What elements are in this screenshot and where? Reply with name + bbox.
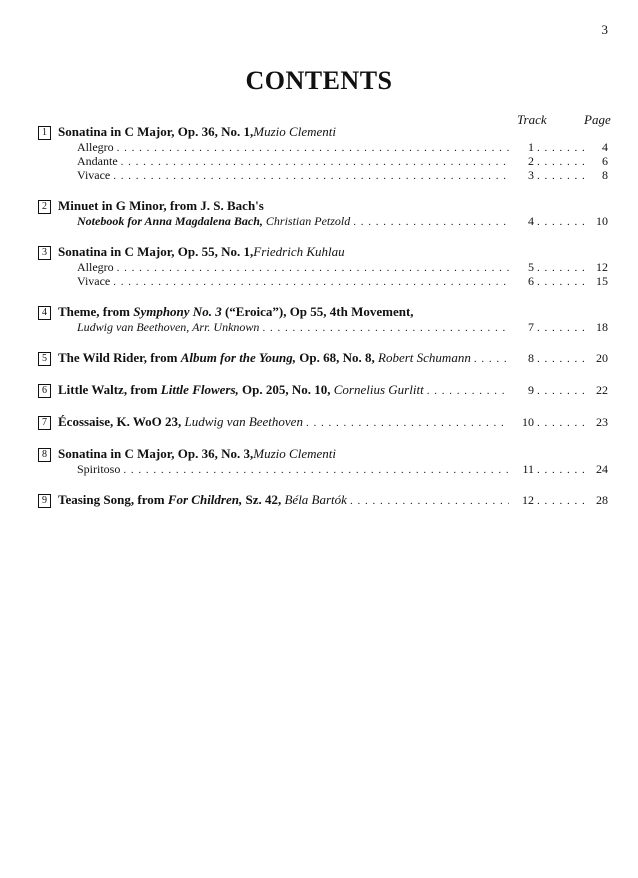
contents-entry-3 <box>38 244 608 289</box>
dot-leader <box>537 416 589 431</box>
column-header-page: Page <box>584 112 611 127</box>
entry-number-box: 3 <box>38 246 51 260</box>
entry-number-box: 5 <box>38 352 51 366</box>
entry-title: Theme, from <box>58 304 134 319</box>
track-number: 4 <box>528 214 534 228</box>
entry-composer: Muzio Clementi <box>253 124 336 139</box>
dot-leader <box>537 352 589 367</box>
page-ref: 23 <box>596 415 608 429</box>
entry-work-title: For Children, <box>167 492 243 507</box>
dot-leader <box>537 276 589 289</box>
page-ref: 8 <box>602 168 608 182</box>
dot-leader <box>121 156 509 169</box>
page-ref: 6 <box>602 154 608 168</box>
entry-title-rest: Op. 205, No. 10, <box>238 382 334 397</box>
dot-leader <box>537 494 589 509</box>
dot-leader <box>117 142 509 155</box>
track-number: 8 <box>528 351 534 365</box>
entry-number-box: 6 <box>38 384 51 398</box>
movement-label: Vivace <box>77 168 111 182</box>
dot-leader <box>427 384 509 399</box>
dot-leader <box>113 276 509 289</box>
entry-title: Sonatina in C Major, Op. 55, No. 1, <box>58 244 254 259</box>
entry-composer: Robert Schumann <box>378 350 471 365</box>
entry-composer: Muzio Clementi <box>253 446 336 461</box>
dot-leader <box>123 464 509 477</box>
dot-leader <box>350 494 509 509</box>
entry-number-box: 2 <box>38 200 51 214</box>
page-ref: 22 <box>596 383 608 397</box>
track-number: 3 <box>528 168 534 182</box>
entry-title: Sonatina in C Major, Op. 36, No. 3, <box>58 446 254 461</box>
movement-label: Allegro <box>77 140 114 154</box>
movement-row <box>38 261 608 275</box>
movement-label: Vivace <box>77 274 111 288</box>
dot-leader <box>262 322 509 335</box>
movement-row <box>38 463 608 477</box>
entry-number-box: 7 <box>38 416 51 430</box>
entry-title: Teasing Song, from <box>58 492 168 507</box>
entry-title-rest: Sz. 42, <box>242 492 285 507</box>
dot-leader <box>537 464 589 477</box>
dot-leader <box>537 170 589 183</box>
movement-row <box>38 275 608 289</box>
contents-entry-9 <box>38 492 608 509</box>
contents-entry-6 <box>38 382 608 399</box>
entry-composer: Ludwig van Beethoven <box>184 414 303 429</box>
movement-row <box>38 169 608 183</box>
entry-title: The Wild Rider, from <box>58 350 181 365</box>
column-header-track: Track <box>517 112 547 127</box>
entry-title: Little Waltz, from <box>58 382 161 397</box>
entry-number-box: 4 <box>38 306 51 320</box>
dot-leader <box>353 216 509 229</box>
entry-work-title: Album for the Young, <box>180 350 297 365</box>
contents-entry-1 <box>38 124 608 183</box>
dot-leader <box>537 142 589 155</box>
dot-leader <box>113 170 509 183</box>
entry-composer: Ludwig van Beethoven, Arr. Unknown <box>77 320 260 334</box>
track-number: 2 <box>528 154 534 168</box>
dot-leader <box>537 322 589 335</box>
page-ref: 15 <box>596 274 608 288</box>
entry-title-rest: Op. 68, No. 8, <box>296 350 379 365</box>
movement-label: Spiritoso <box>77 462 121 476</box>
entry-title: Sonatina in C Major, Op. 36, No. 1, <box>58 124 254 139</box>
track-number: 6 <box>528 274 534 288</box>
entry-work-title: Notebook for Anna Magdalena Bach, <box>77 214 263 228</box>
entry-line-2 <box>38 215 608 229</box>
entry-composer: Christian Petzold <box>262 214 351 228</box>
track-number: 11 <box>522 462 534 476</box>
track-number: 5 <box>528 260 534 274</box>
entry-composer: Béla Bartók <box>284 492 347 507</box>
page-title: CONTENTS <box>245 66 393 95</box>
dot-leader <box>117 262 509 275</box>
track-number: 7 <box>528 320 534 334</box>
page-ref: 18 <box>596 320 608 334</box>
entry-title-rest: (“Eroica”), Op 55, 4th Movement, <box>221 304 414 319</box>
dot-leader <box>537 384 589 399</box>
contents-entry-5 <box>38 350 608 367</box>
page-ref: 12 <box>596 260 608 274</box>
page-ref: 28 <box>596 493 608 507</box>
entry-line-2 <box>38 321 608 335</box>
entry-number-box: 9 <box>38 494 51 508</box>
contents-list <box>38 124 608 524</box>
page-ref: 10 <box>596 214 608 228</box>
contents-entry-4 <box>38 304 608 335</box>
track-number: 9 <box>528 383 534 397</box>
track-number: 10 <box>522 415 534 429</box>
dot-leader <box>537 262 589 275</box>
contents-entry-7 <box>38 414 608 431</box>
movement-row <box>38 155 608 169</box>
dot-leader <box>537 156 589 169</box>
page-ref: 24 <box>596 462 608 476</box>
track-number: 12 <box>522 493 534 507</box>
page-ref: 4 <box>602 140 608 154</box>
dot-leader <box>474 352 509 367</box>
contents-entry-2 <box>38 198 608 229</box>
track-number: 1 <box>528 140 534 154</box>
contents-entry-8 <box>38 446 608 477</box>
entry-composer: Cornelius Gurlitt <box>333 382 424 397</box>
entry-title: Minuet in G Minor, from J. S. Bach's <box>58 198 264 213</box>
page-ref: 20 <box>596 351 608 365</box>
entry-composer: Friedrich Kuhlau <box>253 244 345 259</box>
dot-leader <box>537 216 589 229</box>
movement-label: Allegro <box>77 260 114 274</box>
dot-leader <box>306 416 509 431</box>
entry-work-title: Symphony No. 3 <box>133 304 222 319</box>
entry-title: Écossaise, K. WoO 23, <box>58 414 185 429</box>
entry-number-box: 1 <box>38 126 51 140</box>
page-number: 3 <box>601 22 608 37</box>
movement-row <box>38 141 608 155</box>
movement-label: Andante <box>77 154 118 168</box>
entry-work-title: Little Flowers, <box>160 382 239 397</box>
entry-number-box: 8 <box>38 448 51 462</box>
